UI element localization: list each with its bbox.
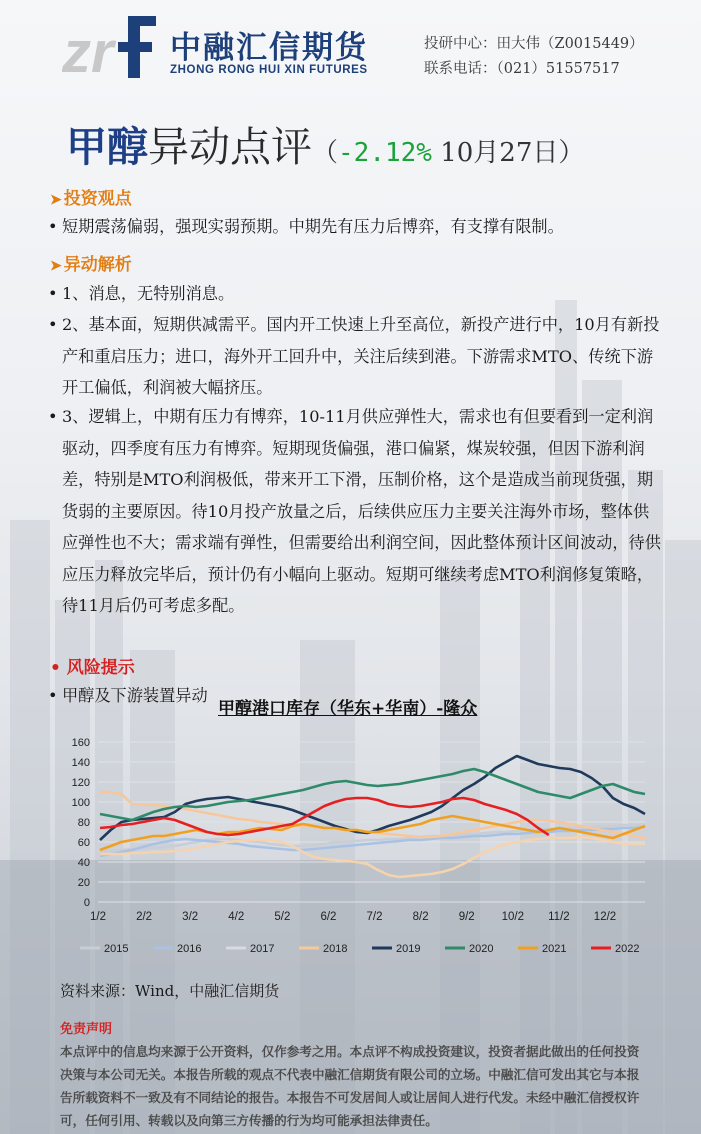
- arrow-icon: ➤: [50, 192, 62, 208]
- x-tick-label: 1/2: [90, 911, 106, 923]
- phone-line: 联系电话：（021）51557517: [424, 61, 620, 77]
- x-tick-label: 9/2: [458, 911, 475, 923]
- y-tick-label: 80: [77, 817, 90, 829]
- analysis-text-1: 1、消息，无特别消息。: [62, 284, 235, 303]
- section-head-view: [50, 184, 132, 209]
- chart-svg: [60, 690, 660, 970]
- x-tick-label: 6/2: [320, 911, 337, 923]
- contact-info: [424, 32, 644, 82]
- x-tick-label: 7/2: [366, 911, 383, 923]
- company-logo-mark: [62, 14, 158, 80]
- disclaimer-body: 本点评中的信息均来源于公开资料，仅作参考之用。本点评不构成投资建议，投资者据此做出的任何投资决策与本公司无关。本报告所载的观点不代表中融汇信期货有限公司的立场。中融汇信可发出其它与本报告所载资料不一致及有不同结论的报告。本报告不可发居间人或让居间人进行代发。未经中融汇信授权许可，任何引用、转载以及向第三方传播的行为均可能承担法律责任。: [60, 1044, 640, 1128]
- disclaimer-title: 免责声明: [60, 1022, 113, 1037]
- x-tick-label: 12/2: [593, 911, 617, 923]
- legend-label-2019: 2019: [396, 943, 421, 955]
- y-tick-label: 160: [71, 737, 90, 749]
- analysis-text-2: 2、基本面，短期供减需平。国内开工快速上升至高位，新投产进行中，10月有新投产和重启压力；进口，海外开工回升中，关注后续到港。下游需求MTO、传统下游开工偏低，利润被大幅挤压。: [62, 315, 660, 397]
- x-tick-label: 3/2: [182, 911, 199, 923]
- section-head-analysis: [50, 250, 132, 275]
- researcher-line: 投研中心：田大伟（Z0015449）: [424, 36, 644, 52]
- chart-title: 甲醇港口库存（华东+华南）-隆众: [218, 699, 478, 719]
- x-tick-label: 11/2: [548, 911, 570, 923]
- y-tick-label: 140: [71, 757, 90, 769]
- section-head-risk-label: 风险提示: [66, 658, 135, 678]
- bullet: •: [48, 217, 58, 236]
- svg-text:zr: zr: [62, 20, 114, 80]
- legend-label-2020: 2020: [469, 943, 494, 955]
- analysis-item-1: [48, 278, 663, 310]
- legend-label-2021: 2021: [542, 943, 567, 955]
- x-tick-label: 4/2: [228, 911, 245, 923]
- section-head-risk: [50, 653, 135, 678]
- title-kind: 异动点评: [148, 123, 312, 171]
- y-tick-label: 40: [77, 857, 90, 869]
- bullet: •: [48, 407, 58, 426]
- analysis-text-3: 3、逻辑上，中期有压力有博弈，10-11月供应弹性大，需求也有但要看到一定利润驱动，四季度有压力有博弈。短期现货偏强，港口偏紧，煤炭较强，但因下游利润差，特别是MTO利润极低，带来开工下滑，压制价格，这个是造成当前现货强，期货弱的主要原因。待10月投产放量之后，后续供应压力主要关注海外市场，整体供应弹性也不大；需求端有弹性，但需要给出利润空间，因此整体预计区间波动，待供应压力释放完毕后，预计仍有小幅向上驱动。短期可继续考虑MTO利润修复策略，待11月后仍可考虑多配。: [62, 407, 661, 615]
- x-tick-label: 5/2: [274, 911, 291, 923]
- data-source: 资料来源：Wind，中融汇信期货: [60, 982, 280, 1000]
- bullet: •: [50, 658, 61, 678]
- brand-name-cn: 中融汇信期货: [170, 30, 368, 65]
- brand-name-en: ZHONG RONG HUI XIN FUTURES: [170, 64, 368, 76]
- x-tick-label: 8/2: [412, 911, 429, 923]
- title-paren-open: （: [312, 138, 339, 168]
- view-paragraph: [48, 211, 663, 243]
- view-text: 短期震荡偏弱，强现实弱预期。中期先有压力后博弈，有支撑有限制。: [62, 217, 564, 236]
- legend-label-2018: 2018: [323, 943, 348, 955]
- section-head-analysis-label: 异动解析: [63, 255, 132, 275]
- legend-label-2017: 2017: [250, 943, 275, 955]
- inventory-chart: [60, 690, 660, 970]
- analysis-item-3: [48, 401, 663, 622]
- y-tick-label: 20: [77, 877, 90, 889]
- risk-text: 甲醇及下游装置异动: [62, 686, 208, 705]
- y-tick-label: 100: [71, 797, 90, 809]
- bullet: •: [48, 284, 58, 303]
- legend-label-2015: 2015: [104, 943, 129, 955]
- title-date: 10月27日: [431, 138, 559, 168]
- section-head-view-label: 投资观点: [63, 189, 132, 209]
- bullet: •: [48, 686, 58, 705]
- title-change: -2.12%: [338, 138, 432, 168]
- x-tick-label: 10/2: [501, 911, 525, 923]
- legend-label-2016: 2016: [177, 943, 202, 955]
- legend-label-2022: 2022: [615, 943, 640, 955]
- arrow-icon: ➤: [50, 258, 62, 274]
- y-tick-label: 120: [71, 777, 90, 789]
- series-line-2020: [100, 769, 645, 820]
- title-paren-close: ）: [558, 138, 585, 168]
- analysis-item-2: [48, 309, 663, 404]
- x-tick-label: 2/2: [136, 911, 153, 923]
- bullet: •: [48, 315, 58, 334]
- title-product: 甲醇: [66, 123, 148, 171]
- page-title: [66, 114, 584, 173]
- y-tick-label: 0: [83, 897, 90, 909]
- y-tick-label: 60: [77, 837, 90, 849]
